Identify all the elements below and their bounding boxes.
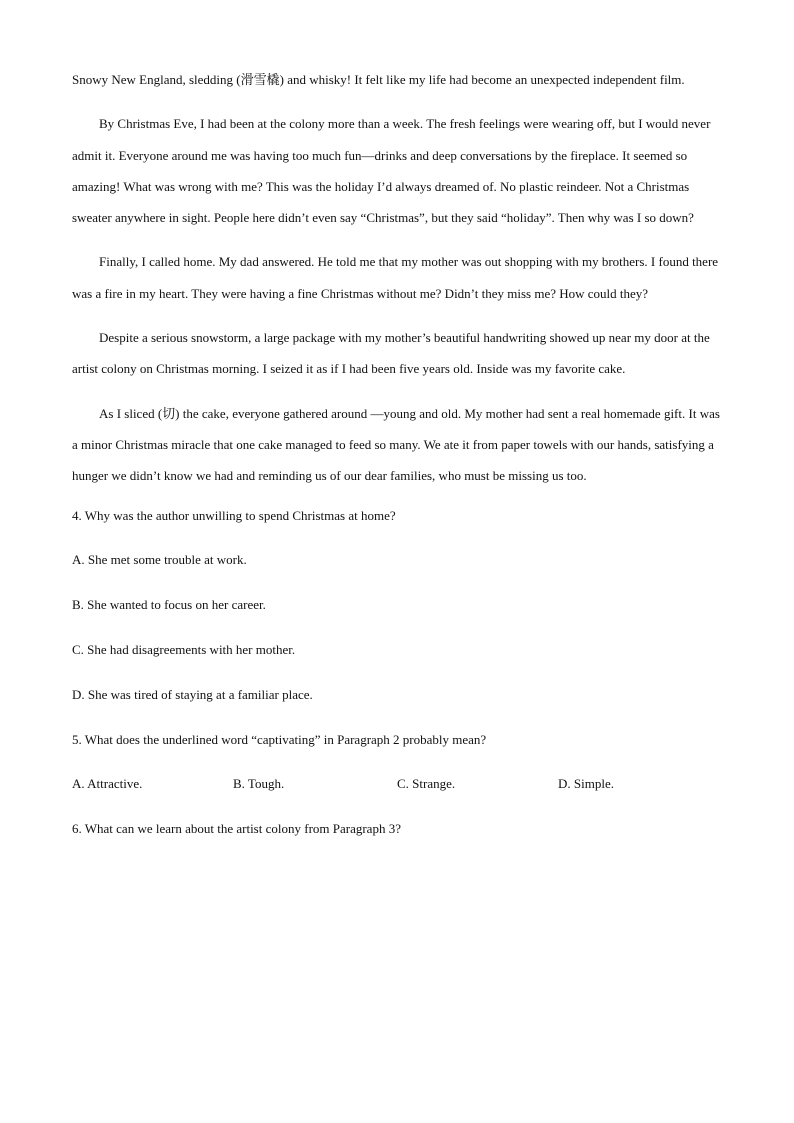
question-4-stem: 4. Why was the author unwilling to spend Christmas at home? (72, 507, 396, 523)
question-4 (72, 505, 722, 729)
question-4-option-c: C. She had disagreements with her mother. (72, 641, 296, 657)
question-6-stem: 6. What can we learn about the artist colony from Paragraph 3? (72, 821, 401, 837)
paragraph-2: By Christmas Eve, I had been at the colony more than a week. The fresh feelings were wearing off, but I would never admit it. Everyone around me was having too much fun—drinks and deep conversations by the fireplace. It seemed so amazing! What was wrong with me? This was the holiday I’d always dreamed of. No plastic reindeer. Not a Christmas sweater anywhere in sight. People here didn’t even say “Christmas”, but they said “holiday”. Then why was I so down? (72, 116, 711, 226)
paragraph-1: Snowy New England, sledding (滑雪橇) and whisky! It felt like my life had become an unexpected independent film. (72, 72, 685, 87)
paragraph-5: As I sliced (切) the cake, everyone gathered around —young and old. My mother had sent a real homemade gift. It was a minor Christmas miracle that one cake managed to feed so many. We ate it from paper towels with our hands, satisfying a hunger we didn’t know we had and reminding us of our dear families, who must be missing us too. (72, 405, 720, 484)
question-5-option-a: A. Attractive. (72, 776, 143, 792)
question-5-option-b: B. Tough. (233, 776, 285, 792)
question-5-option-d: D. Simple. (558, 776, 614, 792)
paragraph-3: Finally, I called home. My dad answered. He told me that my mother was out shopping with my brothers. I found there was a fire in my heart. They were having a fine Christmas without me? Didn’t they miss me? How could they? (72, 254, 719, 301)
question-4-option-a: A. She met some trouble at work. (72, 552, 247, 568)
question-6 (72, 818, 722, 863)
question-5 (72, 729, 722, 819)
document-page (72, 64, 722, 863)
question-5-options (72, 773, 722, 818)
question-5-option-c: C. Strange. (397, 776, 456, 792)
question-5-stem: 5. What does the underlined word “captivating” in Paragraph 2 probably mean? (72, 731, 487, 747)
paragraph-4: Despite a serious snowstorm, a large package with my mother’s beautiful handwriting showed up near my door at the artist colony on Christmas morning. I seized it as if I had been five years old. Inside was my favorite cake. (72, 330, 710, 377)
question-4-option-b: B. She wanted to focus on her career. (72, 597, 266, 613)
question-4-option-d: D. She was tired of staying at a familiar place. (72, 686, 313, 702)
